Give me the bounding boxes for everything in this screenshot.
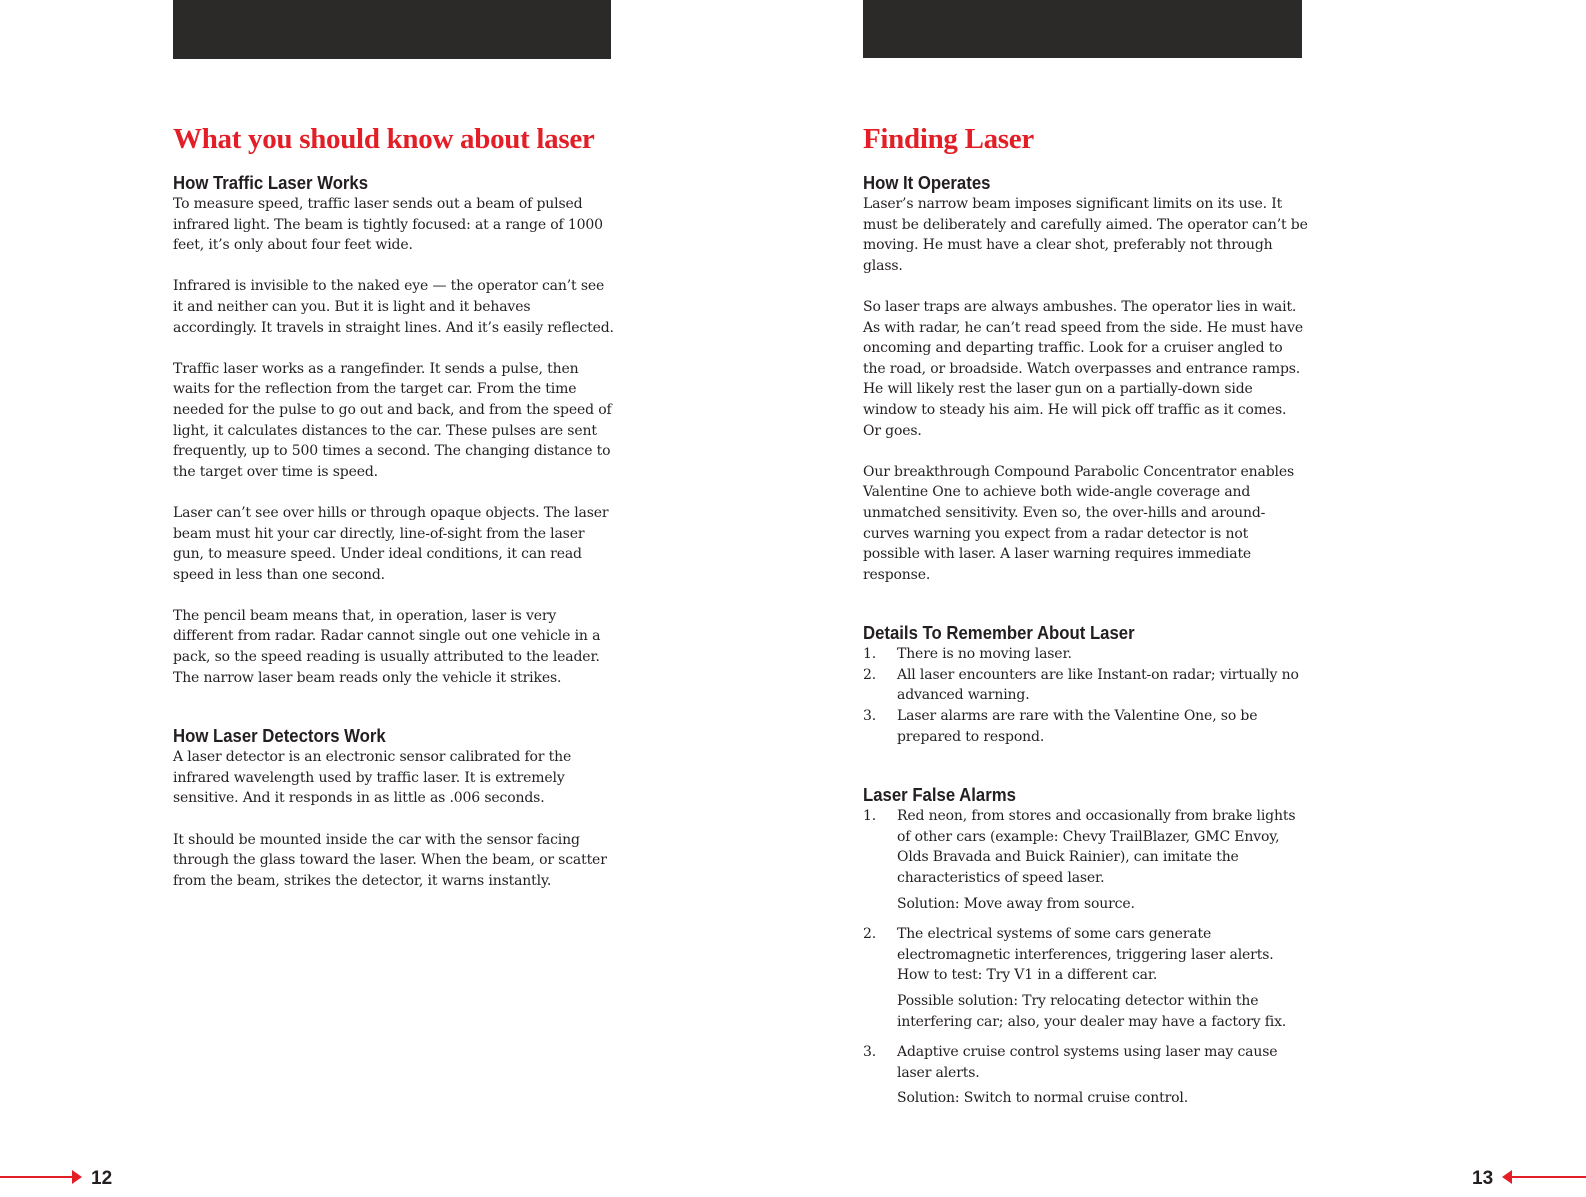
paragraph: Infrared is invisible to the naked eye — the operator can’t see it and neither can you. But it is light and it behaves accordingly. It travels in straight lines. And it’s easily reflected. [173,278,614,336]
paragraph: Traffic laser works as a rangefinder. It sends a pulse, then waits for the reflection from the target car. From the time needed for the pulse to go out and back, and from the speed of light, it calculates distances to the car. These pulses are sent frequently, up to 500 times a second. The changing distance to the target over time is speed. [173,360,612,480]
right-arrow-line [1510,1176,1586,1178]
list-item: 2. All laser encounters are like Instant-on radar; virtually no advanced warning. [863,666,1299,704]
list-item: 1. Red neon, from stores and occasionally from brake lights of other cars (example: Chevy TrailBlazer, GMC Envoy, Olds Bravada and Buick Rainier), can imitate the characteristics of speed laser. Solution: Move away from source. [863,806,1308,914]
false-alarms-list [863,806,1308,1109]
right-page-title: Finding Laser [863,123,1034,155]
left-arrow-line [0,1176,74,1178]
right-pointing-arrow-icon [72,1170,82,1184]
page-number-right: 13 [1472,1168,1494,1189]
paragraph: A laser detector is an electronic sensor calibrated for the infrared wavelength used by traffic laser. It is extremely sensitive. And it responds in as little as .006 seconds. [173,749,572,807]
paragraph: Laser’s narrow beam imposes significant limits on its use. It must be deliberately and carefully aimed. The operator can’t be moving. He must have a clear shot, preferably not through glass. [863,196,1308,274]
details-to-remember-heading: Details To Remember About Laser [863,623,1135,644]
header-band-right [863,0,1302,58]
paragraph: To measure speed, traffic laser sends out a beam of pulsed infrared light. The beam is tightly focused: at a range of 1000 feet, it’s only about four feet wide. [173,196,603,254]
left-page-title: What you should know about laser [173,123,595,155]
list-item: 2. The electrical systems of some cars generate electromagnetic interferences, triggering laser alerts. How to test: Try V1 in a different car. Possible solution: Try relocating detector within the interfering car; also, your dealer may have a factory fix. [863,924,1308,1032]
paragraph: It should be mounted inside the car with the sensor facing through the glass toward the laser. When the beam, or scatter from the beam, strikes the detector, it warns instantly. [173,831,607,889]
details-list [863,644,1308,747]
header-band-left [173,0,611,59]
paragraph: So laser traps are always ambushes. The operator lies in wait. As with radar, he can’t read speed from the side. He must have oncoming and departing traffic. Look for a cruiser angled to the road, or broadside. Watch overpasses and entrance ramps. He will likely rest the laser gun on a partially-down side window to steady his aim. He will pick off traffic as it comes. Or goes. [863,298,1304,439]
list-item: 1. There is no moving laser. [863,646,1072,663]
list-item: 3. Adaptive cruise control systems using laser may cause laser alerts. Solution: Switch to normal cruise control. [863,1042,1308,1109]
solution-note: Possible solution: Try relocating detector within the interfering car; also, your dealer may have a factory fix. [897,993,1287,1030]
left-page-column [173,121,615,891]
how-laser-detectors-work-heading: How Laser Detectors Work [173,726,386,747]
solution-note: Solution: Switch to normal cruise control. [897,1090,1189,1107]
how-it-operates-heading: How It Operates [863,173,991,193]
paragraph: Our breakthrough Compound Parabolic Concentrator enables Valentine One to achieve both wide-angle coverage and unmatched sensitivity. Even so, the over-hills and around-curves warning you expect from a radar detector is not possible with laser. A laser warning requires immediate response. [863,463,1295,583]
paragraph: The pencil beam means that, in operation, laser is very different from radar. Radar cannot single out one vehicle in a pack, so the speed reading is usually attributed to the leader. The narrow laser beam reads only the vehicle it strikes. [173,607,601,686]
page-number-left: 12 [91,1168,113,1189]
list-item: 3. Laser alarms are rare with the Valentine One, so be prepared to respond. [863,708,1258,745]
paragraph: Laser can’t see over hills or through opaque objects. The laser beam must hit your car directly, line-of-sight from the laser gun, to measure speed. Under ideal conditions, it can read speed in less than one second. [173,504,609,583]
solution-note: Solution: Move away from source. [897,895,1135,912]
right-page-column [863,121,1308,1119]
laser-false-alarms-heading: Laser False Alarms [863,785,1016,806]
how-traffic-laser-works-heading: How Traffic Laser Works [173,173,369,193]
